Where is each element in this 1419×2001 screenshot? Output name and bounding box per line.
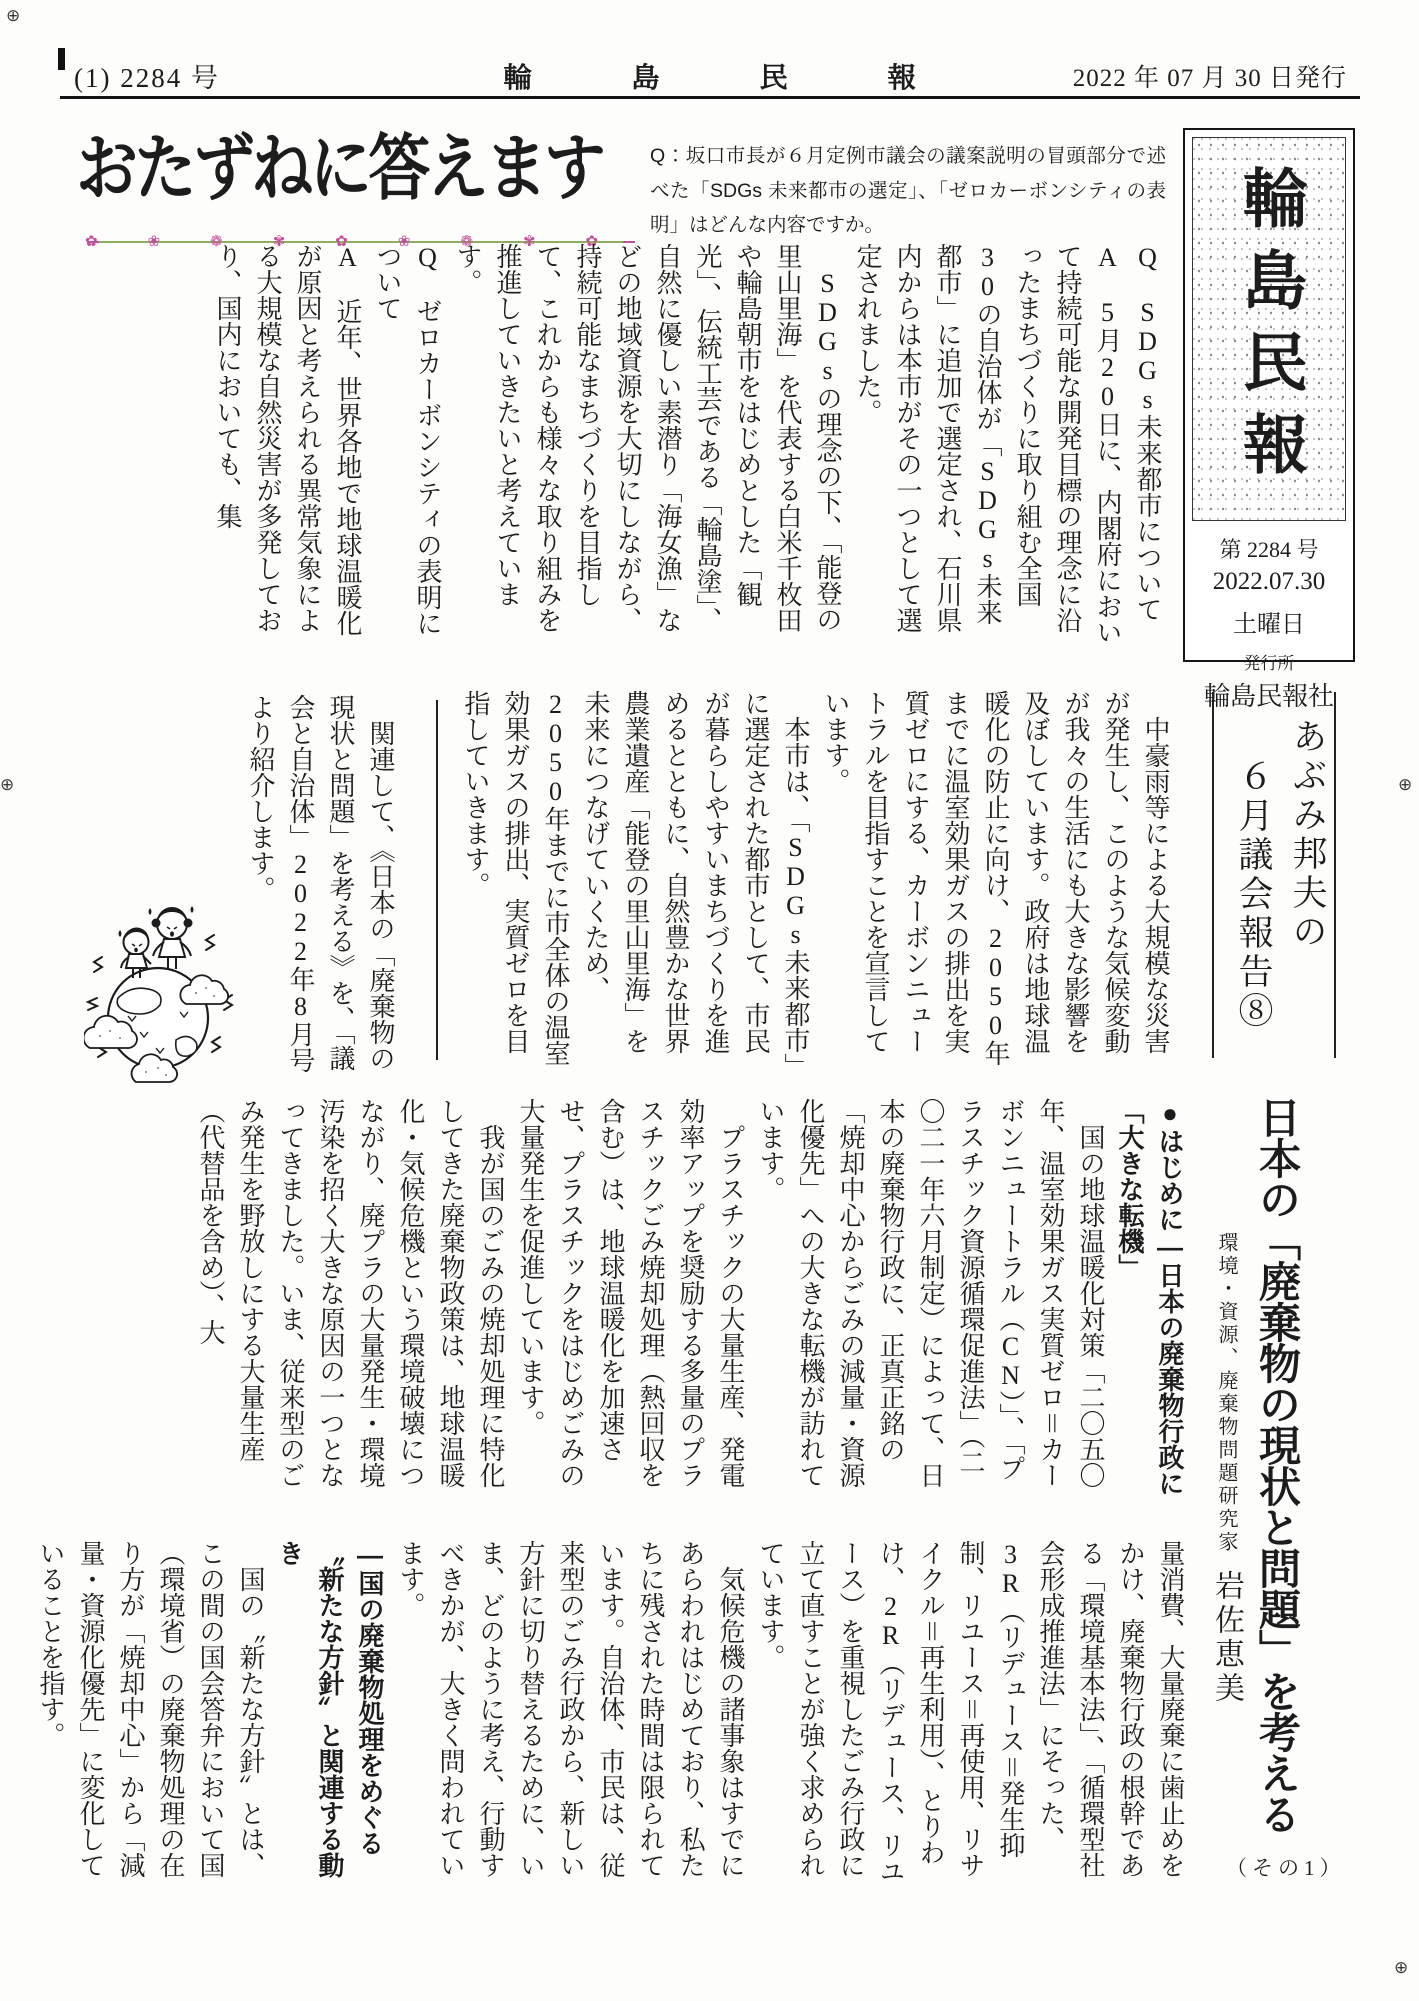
waste-paragraph: 量消費、大量廃棄に歯止めをかけ、廃棄物行政の根幹である「環境基本法」、「循環型社会形成推進法」にそった、3R（リデュース＝発生抑制、リユース＝再使用、リサイクル＝再生利用）、とりわけ、2R（リデュース、リユース）を重視したごみ行政に立て直すことが強く求められています。 (756, 1540, 1185, 1884)
waste-subhead-1: ●はじめに―日本の廃棄物行政に「大きな転機」 (1115, 1098, 1185, 1496)
waste-article-band-a (60, 1098, 1190, 1500)
qa-lead: Q：坂口市長が６月定例市議会の議案説明の冒頭部分で述べた「SDGs 未来都市の選定」、「ゼロカーボンシティの表明」はどんな内容ですか。 (650, 145, 1166, 236)
council-report-body (448, 690, 1175, 1078)
council-paragraph: 中豪雨等による大規模な災害が発生し、このような気候変動が我々の生活にも大きな影響を及ぼしています。政府は地球温暖化の防止に向け、2050年までに温室効果ガスの排出を実質ゼロにする、カーボンニュートラルを目指すことを宣言しています。 (821, 690, 1170, 1066)
byline-role: 環境・資源、廃棄物問題研究家 (1215, 1232, 1237, 1554)
waste-article-byline (1204, 1232, 1248, 1832)
qa-paragraph: A 5月20日に、内閣府において持続可能な開発目標の理念に沿ったまちづくりに取り組む全国30の自治体が「SDGs未来都市」に追加で選定され、石川県内からは本市がその一つとして選定されました。 (853, 243, 1122, 645)
waste-paragraph: プラスチックの大量生産、発電効率アップを奨励する多量のプラスチックごみ焼却処理（熱回収を含む）は、地球温暖化を加速させ、プラスチックをはじめごみの大量発生を促進しています。 (516, 1098, 745, 1488)
waste-subhead-2: ―国の廃棄物処理をめぐる〝新たな方針〟と関連する動き (275, 1540, 385, 1878)
masthead-issue-no: 第 2284 号 (1219, 537, 1319, 562)
council-heading-line2: ６月議会報告⑧ (1234, 758, 1273, 1031)
masthead-title: 輪島民報 (1234, 165, 1305, 493)
council-note-paragraph: 関連して、《日本の「廃棄物の現状と問題」を考える》を、「議会と自治体」2022年8月号より紹介します。 (246, 694, 395, 1073)
page-number: (1) 2284 号 (74, 63, 220, 93)
council-paragraph: 本市は、「SDGs未来都市」に選定された都市として、市民が暮らしやすいまちづくりを進めるとともに、自然豊かな世界農業遺産「能登の里山里海」を未来につなげていくため、2050年までに市全体の温室効果ガスの排出、実質ゼロを目指していきます。 (461, 690, 810, 1066)
waste-paragraph: 我が国のごみの焼却処理に特化してきた廃棄物政策は、地球温暖化・気候危機という環境破壊につながり、廃プラの大量発生・環境汚染を招く大きな原因の一つとなってきました。いま、従来型のごみ発生を野放しにする大量生産（代替品を含め）、大 (196, 1098, 505, 1488)
registration-mark-icon: ⊕ (1394, 1958, 1409, 1978)
registration-mark-icon: ⊕ (6, 6, 21, 26)
qa-paragraph: SDGsの理念の下、「能登の里山里海」を代表する白米千枚田や輪島朝市をはじめとした「観光」、伝統工芸である「輪島塗」、自然に優しい素潜り「海女漁」などの地域資源を大切にしながら、持続可能なまちづくりを目指して、これからも様々な取り組みを推進していきたいと考えています。 (453, 243, 842, 633)
waste-paragraph: 国の〝新たな方針〟とは、この間の国会答弁において国（環境省）の廃棄物処理の在り方が「焼却中心」から「減量・資源化優先」に変化していることを指す。 (36, 1540, 265, 1878)
masthead-publisher-label: 発行所 (1243, 654, 1295, 673)
masthead-publisher-name: 輪島民報社 (1203, 682, 1334, 711)
part-label: （その1） (1226, 1856, 1346, 1880)
newspaper-name: 輪 島 民 報 (503, 63, 952, 94)
flower-icons: ✿❀❁✾✿❀❁✾✿ (85, 234, 649, 250)
children-on-globe-illustration (84, 850, 236, 1088)
masthead-weekday: 土曜日 (1233, 612, 1305, 638)
column-divider-rule (436, 700, 438, 1060)
qa-headline: おたずねに答えます (76, 129, 603, 209)
qa-paragraph: Q ゼロカーボンシティの表明について (373, 243, 442, 636)
registration-mark-icon: ⊕ (1398, 775, 1413, 795)
header-rule (60, 96, 1360, 99)
qa-body (75, 243, 1167, 647)
byline-name: 岩佐恵美 (1210, 1570, 1243, 1706)
council-note (238, 694, 400, 1092)
waste-paragraph: 国の地球温暖化対策「二〇五〇年、温室効果ガス実質ゼロ＝カーボンニュートラル（CN）」、「プラスチック資源循環促進法」（二〇二一年六月制定）によって、日本の廃棄物行政に、正真正銘の「焼却中心からごみの減量・資源化優先」への大きな転機が訪れています。 (756, 1098, 1105, 1488)
masthead-date: 2022.07.30 (1212, 568, 1326, 595)
waste-article-title: 日本の「廃棄物の現状と問題」を考える (1254, 1096, 1301, 1834)
council-report-heading (1212, 692, 1336, 1058)
registration-mark-icon: ⊕ (0, 775, 15, 795)
qa-paragraph: A 近年、世界各地で地球温暖化が原因と考えられる異常気象による大規模な自然災害が多発しており、国内においても、集 (213, 243, 362, 636)
waste-article-band-b (36, 1540, 1190, 1890)
issue-date: 2022 年 07 月 30 日発行 (1072, 65, 1347, 92)
waste-paragraph: 気候危機の諸事象はすでにあらわれはじめており、私たちに残された時間は限られています。自治体、市民は、従来型のごみ行政から、新しい方針に切り替えるために、いま、どのように考え、行動すべきかが、大きく問われています。 (396, 1540, 745, 1878)
masthead-nameplate (1192, 137, 1346, 521)
qa-paragraph: Q SDGs未来都市について (1133, 243, 1162, 622)
council-heading-line1: あぶみ邦夫の (1288, 718, 1327, 952)
masthead (1183, 128, 1355, 711)
